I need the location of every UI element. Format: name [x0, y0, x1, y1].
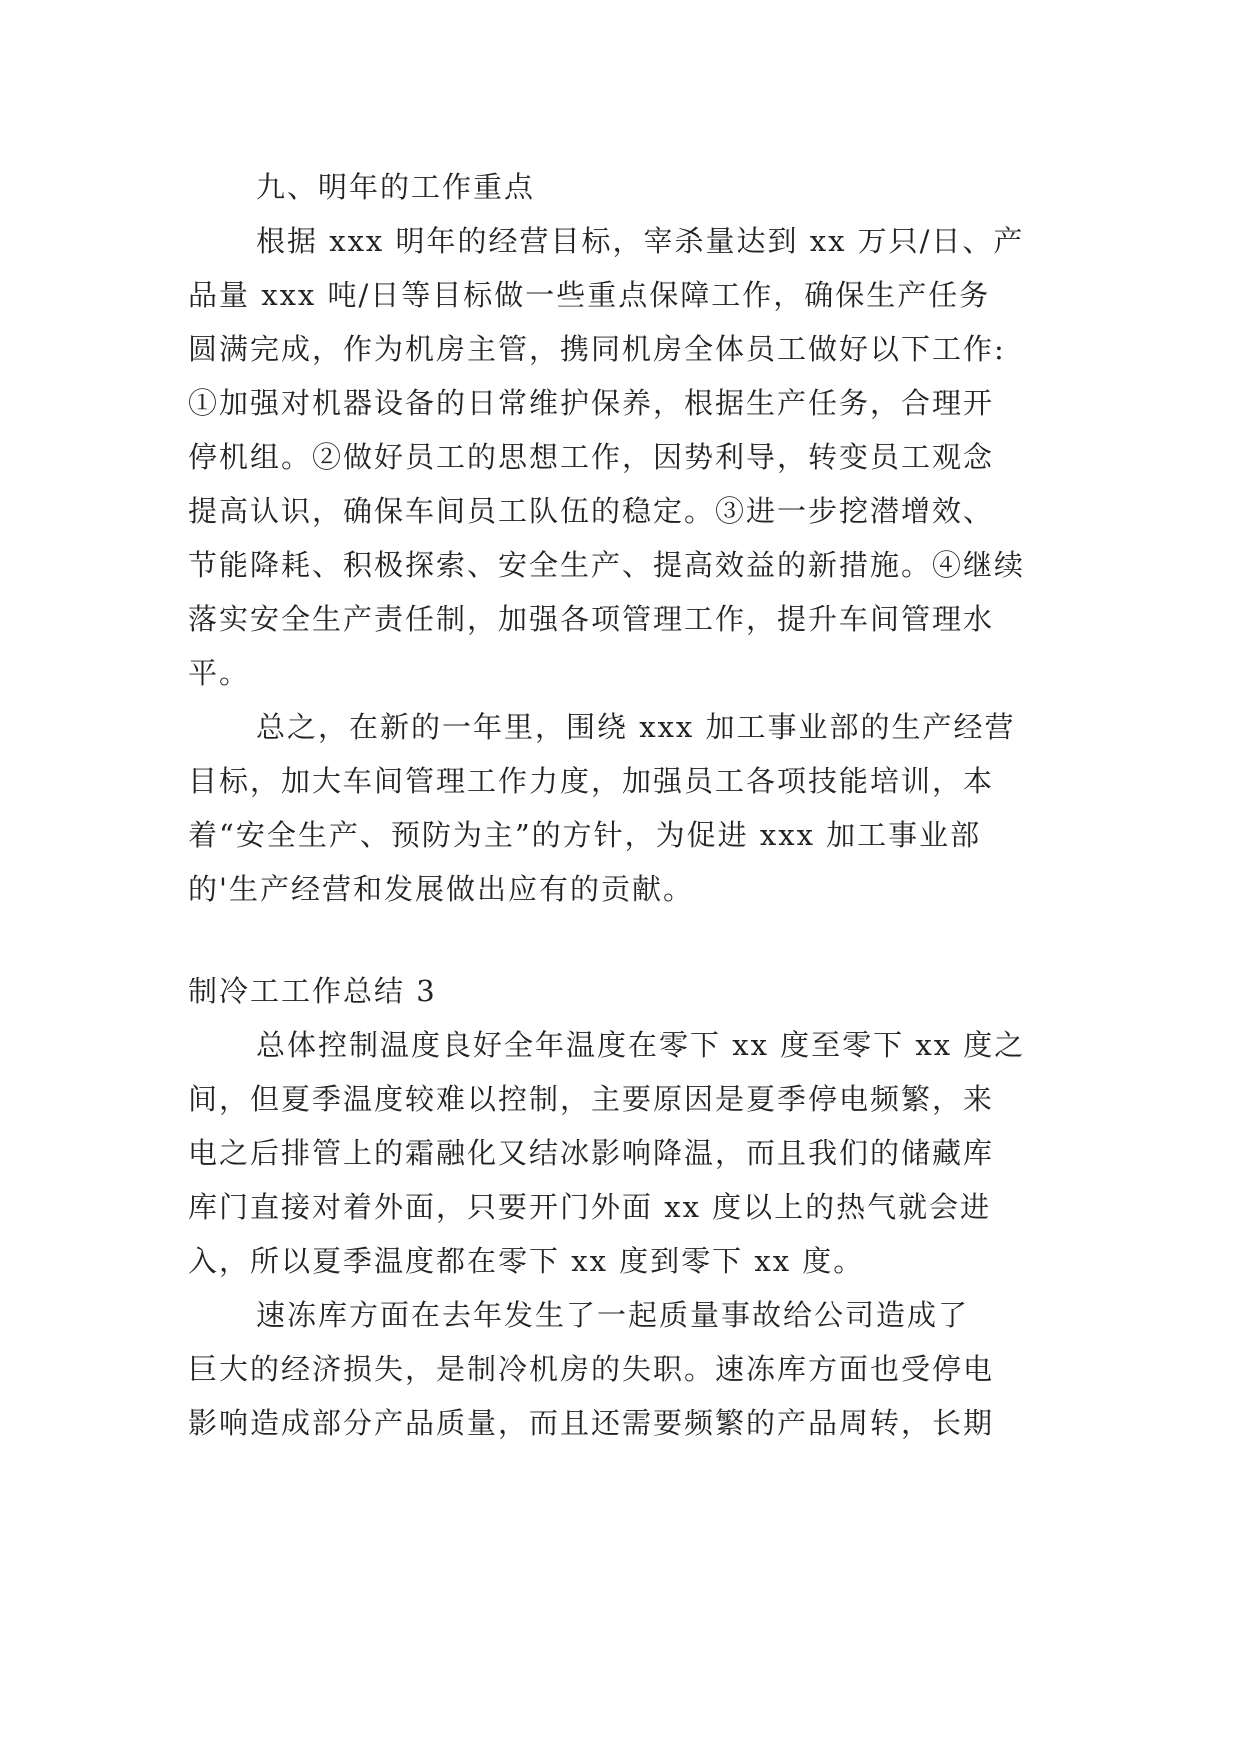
paragraph-line: 节能降耗、积极探索、安全生产、提高效益的新措施。④继续 [188, 548, 1026, 582]
paragraph-line: 影响造成部分产品质量，而且还需要频繁的产品周转，长期 [188, 1406, 995, 1440]
paragraph-line: 着“安全生产、预防为主”的方针，为促进 xxx 加工事业部 [188, 818, 982, 852]
paragraph-line: 停机组。②做好员工的思想工作，因势利导，转变员工观念 [188, 440, 995, 474]
paragraph-line: ①加强对机器设备的日常维护保养，根据生产任务，合理开 [188, 386, 995, 420]
paragraph-line: 间，但夏季温度较难以控制，主要原因是夏季停电频繁，来 [188, 1082, 995, 1116]
conclusion-paragraph [188, 700, 1056, 916]
section-nine-paragraph [188, 214, 1056, 700]
paragraph-line: 库门直接对着外面，只要开门外面 xx 度以上的热气就会进 [188, 1190, 992, 1224]
paragraph-line: 总之，在新的一年里，围绕 xxx 加工事业部的生产经营 [256, 710, 1016, 744]
paragraph-line: 平。 [188, 656, 251, 690]
summary-paragraph-2 [188, 1288, 1056, 1450]
paragraph-line: 目标，加大车间管理工作力度，加强员工各项技能培训，本 [188, 764, 995, 798]
section-heading-nine: 九、明年的工作重点 [256, 170, 536, 204]
paragraph-line: 速冻库方面在去年发生了一起质量事故给公司造成了 [256, 1298, 970, 1332]
section-spacer [188, 916, 1056, 964]
section-title-summary-3: 制冷工工作总结 3 [188, 974, 437, 1008]
document-body [188, 160, 1056, 1450]
paragraph-line: 巨大的经济损失，是制冷机房的失职。速冻库方面也受停电 [188, 1352, 995, 1386]
paragraph-line: 提高认识，确保车间员工队伍的稳定。③进一步挖潜增效、 [188, 494, 995, 528]
summary-paragraph-1 [188, 1018, 1056, 1288]
paragraph-line: 落实安全生产责任制，加强各项管理工作，提升车间管理水 [188, 602, 995, 636]
paragraph-line: 圆满完成，作为机房主管，携同机房全体员工做好以下工作: [188, 332, 1006, 366]
paragraph-line: 电之后排管上的霜融化又结冰影响降温，而且我们的储藏库 [188, 1136, 995, 1170]
paragraph-line: 入，所以夏季温度都在零下 xx 度到零下 xx 度。 [188, 1244, 865, 1278]
paragraph-line: 总体控制温度良好全年温度在零下 xx 度至零下 xx 度之 [256, 1028, 1026, 1062]
paragraph-line: 根据 xxx 明年的经营目标，宰杀量达到 xx 万只/日、产 [256, 224, 1025, 258]
paragraph-line: 品量 xxx 吨/日等目标做一些重点保障工作，确保生产任务 [188, 278, 991, 312]
paragraph-line: 的'生产经营和发展做出应有的贡献。 [188, 872, 694, 906]
